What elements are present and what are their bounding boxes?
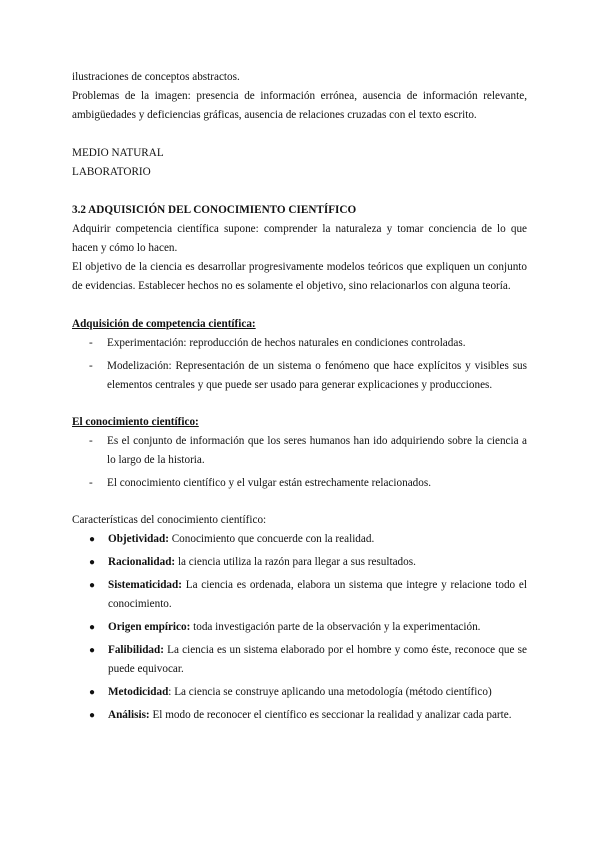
list-item-text: El conocimiento científico y el vulgar están estrechamente relacionados. (107, 477, 431, 489)
bullet-icon: ● (89, 622, 96, 633)
list-item (72, 334, 527, 353)
list-item (72, 618, 527, 637)
characteristic-term: Metodicidad (108, 686, 169, 698)
section-title: 3.2 ADQUISICIÓN DEL CONOCIMIENTO CIENTÍFICO (72, 204, 357, 216)
competence-heading: Adquisición de competencia científica: (72, 318, 256, 330)
list-item (72, 641, 527, 679)
bullet-icon: ● (89, 645, 96, 656)
bullet-icon: ● (89, 687, 96, 698)
document-page (72, 68, 527, 729)
competence-list (72, 334, 527, 395)
characteristic-term: Falibilidad: (108, 644, 164, 656)
characteristic-term: Sistematicidad: (108, 579, 182, 591)
list-item (72, 432, 527, 470)
list-item (72, 706, 527, 725)
characteristics-intro: Características del conocimiento científico: (72, 514, 267, 526)
bullet-icon: ● (89, 580, 96, 591)
characteristic-text: Conocimiento que concuerde con la realidad. (168, 533, 375, 545)
characteristic-text: La ciencia es ordenada, elabora un sistema que integre y relacione todo el conocimiento. (108, 579, 527, 610)
list-item-text: Experimentación: reproducción de hechos naturales en condiciones controladas. (107, 337, 466, 349)
bullet-icon: ● (89, 534, 96, 545)
list-item-text: Modelización: Representación de un sistema o fenómeno que hace explícitos y visibles sus elementos centrales y que puede ser usado para generar explicaciones y producciones. (107, 360, 527, 391)
section-paragraph-2: El objetivo de la ciencia es desarrollar progresivamente modelos teóricos que expliquen un conjunto de evidencias. Establecer hechos no es solamente el objetivo, sino relacionarlos con alguna teoría. (72, 261, 527, 292)
characteristic-text: la ciencia utiliza la razón para llegar a sus resultados. (175, 556, 416, 568)
intro-line: ilustraciones de conceptos abstractos. (72, 71, 240, 83)
dash-marker: - (89, 477, 93, 489)
list-item (72, 683, 527, 702)
characteristic-term: Objetividad: (108, 533, 169, 545)
media-item-natural: MEDIO NATURAL (72, 147, 164, 159)
characteristic-text: toda investigación parte de la observación y la experimentación. (190, 621, 481, 633)
list-item (72, 530, 527, 549)
image-problems-paragraph: Problemas de la imagen: presencia de información errónea, ausencia de información relevante, ambigüedades y deficiencias gráficas, ausencia de relaciones cruzadas con el texto escrito. (72, 90, 527, 121)
characteristic-term: Racionalidad: (108, 556, 176, 568)
characteristic-term: Origen empírico: (108, 621, 191, 633)
characteristics-list (72, 530, 527, 725)
knowledge-heading: El conocimiento científico: (72, 416, 199, 428)
characteristic-text: : La ciencia se construye aplicando una metodología (método científico) (168, 686, 492, 698)
section-paragraph-1: Adquirir competencia científica supone: comprender la naturaleza y tomar conciencia de lo que hacen y cómo lo hacen. (72, 223, 527, 254)
knowledge-list (72, 432, 527, 493)
bullet-icon: ● (89, 557, 96, 568)
list-item-text: Es el conjunto de información que los seres humanos han ido adquiriendo sobre la ciencia a lo largo de la historia. (107, 435, 527, 466)
list-item (72, 357, 527, 395)
media-item-laboratory: LABORATORIO (72, 166, 151, 178)
dash-marker: - (89, 337, 93, 349)
list-item (72, 474, 527, 493)
characteristic-text: El modo de reconocer el científico es seccionar la realidad y analizar cada parte. (149, 709, 512, 721)
list-item (72, 576, 527, 614)
characteristic-text: La ciencia es un sistema elaborado por el hombre y como éste, reconoce que se puede equivocar. (108, 644, 527, 675)
list-item (72, 553, 527, 572)
bullet-icon: ● (89, 710, 96, 721)
characteristic-term: Análisis: (108, 709, 150, 721)
dash-marker: - (89, 360, 93, 372)
dash-marker: - (89, 435, 93, 447)
